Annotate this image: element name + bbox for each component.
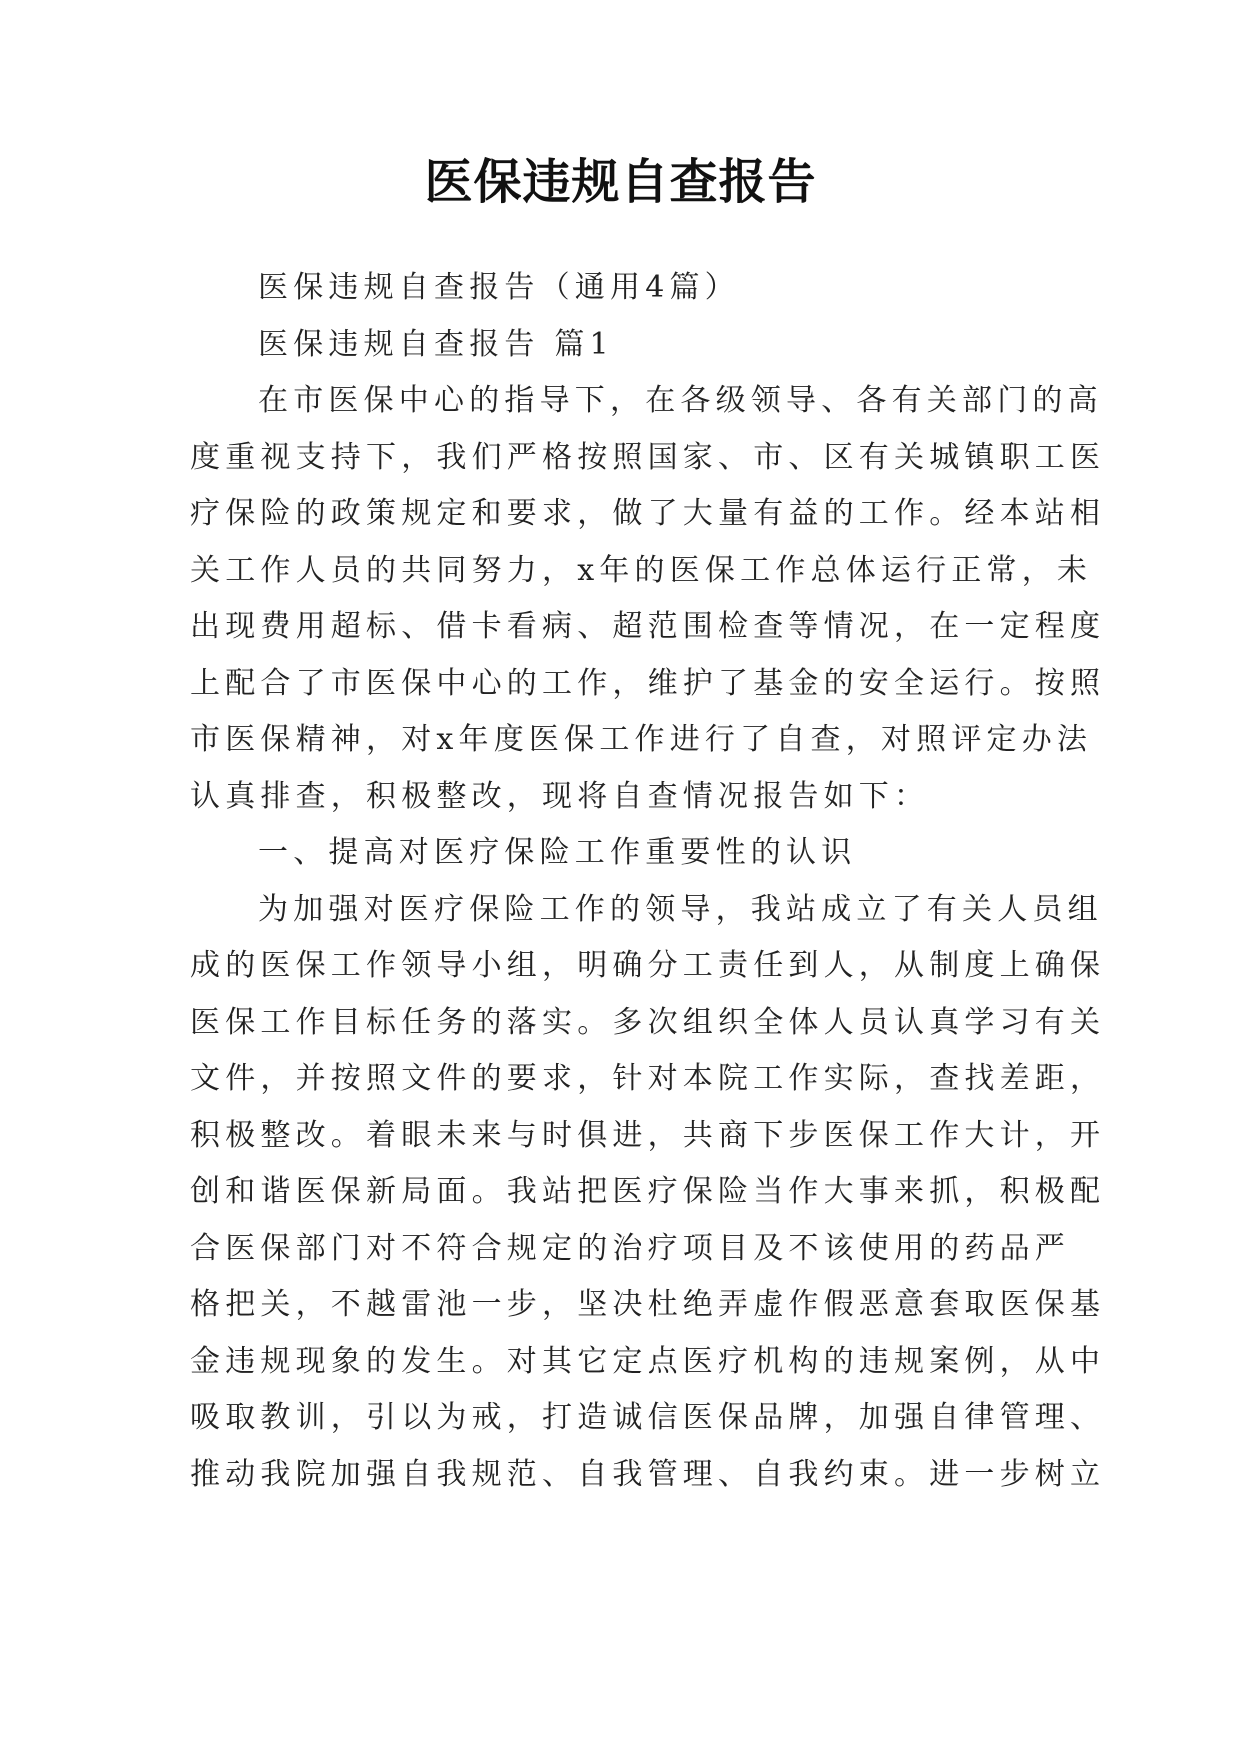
body-line: 吸取教训，引以为戒，打造诚信医保品牌，加强自律管理、 xyxy=(190,1400,1106,1435)
body-line: 金违规现象的发生。对其它定点医疗机构的违规案例，从中 xyxy=(190,1343,1106,1379)
body-line: 医保违规自查报告 篇1 xyxy=(258,326,614,362)
body-line: 上配合了市医保中心的工作，维护了基金的安全运行。按照 xyxy=(190,665,1106,701)
body-line: 认真排查，积极整改，现将自查情况报告如下： xyxy=(190,778,930,814)
body-line: 度重视支持下，我们严格按照国家、市、区有关城镇职工医 xyxy=(190,439,1106,475)
body-line: 关工作人员的共同努力，x年的医保工作总体运行正常，未 xyxy=(190,552,1093,588)
body-line: 疗保险的政策规定和要求，做了大量有益的工作。经本站相 xyxy=(190,496,1106,531)
body-line: 在市医保中心的指导下，在各级领导、各有关部门的高 xyxy=(258,383,1103,418)
body-line: 成的医保工作领导小组，明确分工责任到人，从制度上确保 xyxy=(190,948,1106,983)
document-title: 医保违规自查报告 xyxy=(424,154,817,210)
body-line: 市医保精神，对x年度医保工作进行了自查，对照评定办法 xyxy=(190,722,1093,757)
body-line: 创和谐医保新局面。我站把医疗保险当作大事来抓，积极配 xyxy=(190,1174,1106,1209)
body-line: 为加强对医疗保险工作的领导，我站成立了有关人员组 xyxy=(258,891,1103,927)
document-body xyxy=(190,260,1106,1503)
body-line: 一、提高对医疗保险工作重要性的认识 xyxy=(258,835,857,870)
body-line: 医保工作目标任务的落实。多次组织全体人员认真学习有关 xyxy=(190,1004,1106,1040)
body-line: 格把关，不越雷池一步，坚决杜绝弄虚作假恶意套取医保基 xyxy=(190,1287,1106,1322)
body-line: 推动我院加强自我规范、自我管理、自我约束。进一步树立 xyxy=(190,1456,1106,1492)
body-line: 出现费用超标、借卡看病、超范围检查等情况，在一定程度 xyxy=(190,609,1106,644)
body-line: 文件，并按照文件的要求，针对本院工作实际，查找差距， xyxy=(190,1061,1106,1096)
body-line: 积极整改。着眼未来与时俱进，共商下步医保工作大计，开 xyxy=(190,1117,1106,1153)
body-line: 医保违规自查报告（通用4篇） xyxy=(258,270,740,305)
body-line: 合医保部门对不符合规定的治疗项目及不该使用的药品严 xyxy=(190,1230,1070,1266)
